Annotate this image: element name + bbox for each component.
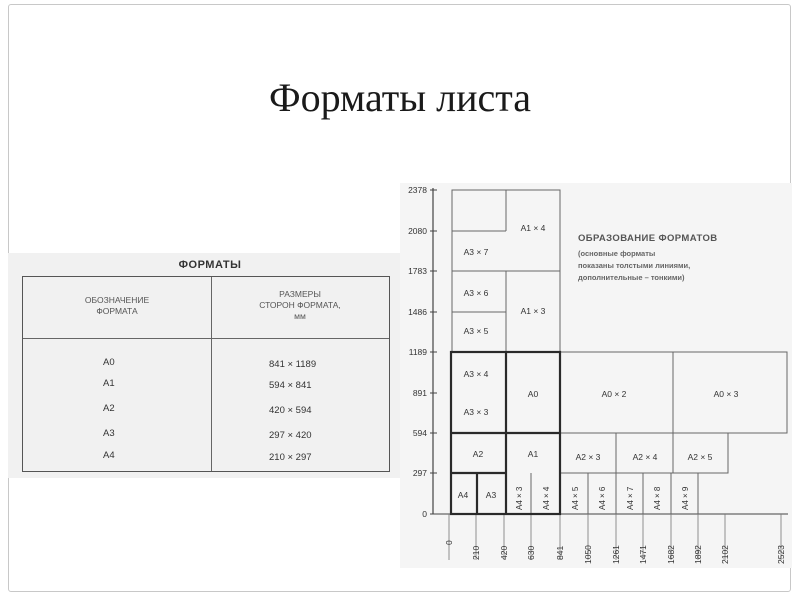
table-row-size: 594 × 841 [269,380,312,391]
label-a2x5: А2 × 5 [687,452,713,462]
x-tick-label: 420 [499,545,509,560]
table-row-format: А2 [103,403,115,414]
label-a0: А0 [527,389,539,399]
x-tick-label: 841 [555,545,565,560]
label-a2x4: А2 × 4 [632,452,658,462]
y-tick-label: 1783 [408,266,427,276]
label-a4x7: А4 × 7 [626,486,635,510]
formats-table [22,276,390,472]
table-row-size: 297 × 420 [269,430,312,441]
label-a1x3: А1 × 3 [520,306,546,316]
diagram-note [578,233,788,284]
header-divider [23,338,389,339]
table-row-format: А1 [103,378,115,389]
label-a3x6: А3 × 6 [463,288,489,298]
label-a4x6: А4 × 6 [598,486,607,510]
y-tick-label: 2080 [408,226,427,236]
x-tick-label: 1471 [638,545,648,564]
y-tick-label: 1486 [408,307,427,317]
formats-table-title: ФОРМАТЫ [178,259,242,271]
x-tick-label: 1261 [611,545,621,564]
x-tick-label: 1892 [693,545,703,564]
x-tick-label: 630 [526,545,536,560]
y-tick-label: 297 [412,468,427,478]
label-a0x3: А0 × 3 [713,389,739,399]
table-row-size: 210 × 297 [269,452,312,463]
label-a3: А3 [485,490,497,500]
table-row-format: А0 [103,357,115,368]
label-a3x4: А3 × 4 [463,369,489,379]
label-a4x8: А4 × 8 [653,486,662,510]
label-a4: А4 [457,490,469,500]
note-line: (основные форматы [578,249,656,258]
label-a4x9: А4 × 9 [681,486,690,510]
x-tick-label: 0 [444,540,454,545]
y-tick-label: 1189 [408,347,427,357]
note-body [578,248,788,284]
y-tick-label: 891 [412,388,427,398]
note-line: показаны толстыми линиями, [578,261,691,270]
x-tick-label: 1682 [666,545,676,564]
label-a3x7: А3 × 7 [463,247,489,257]
label-a0x2: А0 × 2 [601,389,627,399]
label-a4x5: А4 × 5 [571,486,580,510]
table-row-format: А4 [103,450,115,461]
header-sizes: РАЗМЕРЫ СТОРОН ФОРМАТА, мм [259,289,341,321]
slide-title: Форматы листа [269,75,531,120]
header-designation: ОБОЗНАЧЕНИЕ ФОРМАТА [84,295,150,316]
note-line: дополнительные – тонкими) [578,273,685,282]
label-a4x3: А4 × 3 [515,486,524,510]
x-tick-label: 210 [471,545,481,560]
label-a1: А1 [527,449,539,459]
label-a1x4: А1 × 4 [520,223,546,233]
y-tick-label: 2378 [408,185,427,195]
x-tick-label: 1050 [583,545,593,564]
y-tick-label: 594 [412,428,427,438]
label-a3x5: А3 × 5 [463,326,489,336]
label-a2x3: А2 × 3 [575,452,601,462]
table-row-size: 420 × 594 [269,405,312,416]
x-tick-label: 2102 [720,545,730,564]
x-tick-label: 2523 [776,545,786,564]
note-title: ОБРАЗОВАНИЕ ФОРМАТОВ [578,233,718,244]
table-row-format: А3 [103,428,115,439]
y-tick-label: 0 [422,509,427,519]
label-a3x3: А3 × 3 [463,407,489,417]
table-row-size: 841 × 1189 [269,359,317,370]
label-a4x4: А4 × 4 [542,486,551,510]
label-a2: А2 [472,449,484,459]
